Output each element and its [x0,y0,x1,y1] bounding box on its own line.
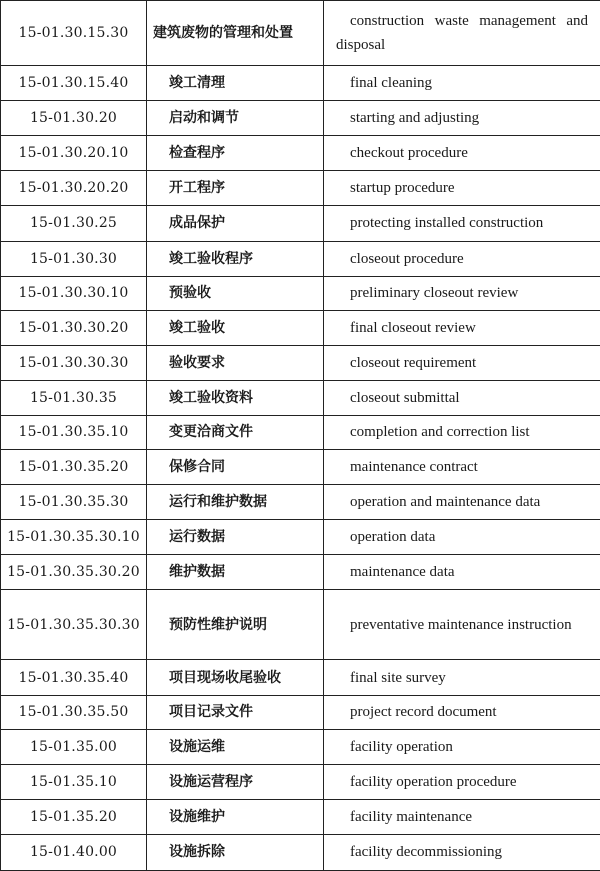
code-cell: 15-01.35.00 [1,729,147,764]
english-term-cell: protecting installed construction [324,206,600,241]
code-cell: 15-01.30.35.40 [1,660,147,695]
english-term-cell: closeout requirement [324,345,600,380]
chinese-term-cell: 设施运营程序 [147,764,324,799]
chinese-term-cell: 竣工验收资料 [147,380,324,415]
chinese-term-cell: 运行数据 [147,520,324,555]
english-term-cell: final closeout review [324,310,600,345]
code-cell: 15-01.30.30 [1,241,147,276]
english-term-cell: maintenance data [324,555,600,590]
english-term-cell: operation data [324,520,600,555]
table-row [1,555,600,590]
table-row [1,415,600,449]
chinese-term-cell: 成品保护 [147,206,324,241]
code-cell: 15-01.30.35.50 [1,695,147,729]
code-cell: 15-01.35.20 [1,799,147,834]
english-term-cell: operation and maintenance data [324,485,600,520]
table-row [1,310,600,345]
code-cell: 15-01.30.30.10 [1,276,147,310]
english-term-cell: completion and correction list [324,415,600,449]
english-term-cell: closeout submittal [324,380,600,415]
table-row [1,834,600,870]
code-cell: 15-01.30.35.20 [1,450,147,485]
chinese-term-cell: 预验收 [147,276,324,310]
table-row [1,695,600,729]
code-cell: 15-01.30.30.30 [1,345,147,380]
chinese-term-cell: 竣工验收程序 [147,241,324,276]
chinese-term-cell: 预防性维护说明 [147,590,324,660]
table-row [1,1,600,66]
table-row [1,380,600,415]
chinese-term-cell: 运行和维护数据 [147,485,324,520]
chinese-term-cell: 开工程序 [147,171,324,206]
english-term-cell: closeout procedure [324,241,600,276]
table-row [1,136,600,171]
chinese-term-cell: 项目记录文件 [147,695,324,729]
table-row [1,799,600,834]
code-cell: 15-01.30.35 [1,380,147,415]
english-term-cell: facility decommissioning [324,834,600,870]
chinese-term-cell: 变更洽商文件 [147,415,324,449]
chinese-term-cell: 启动和调节 [147,101,324,136]
table-row [1,729,600,764]
code-cell: 15-01.40.00 [1,834,147,870]
table-row [1,241,600,276]
table-row [1,764,600,799]
code-cell: 15-01.30.20 [1,101,147,136]
table-row [1,101,600,136]
english-term-cell: maintenance contract [324,450,600,485]
code-cell: 15-01.30.20.10 [1,136,147,171]
english-term-cell: final site survey [324,660,600,695]
table-row [1,206,600,241]
code-cell: 15-01.30.35.30.20 [1,555,147,590]
english-term-cell: preliminary closeout review [324,276,600,310]
table-row [1,276,600,310]
chinese-term-cell: 竣工清理 [147,66,324,101]
code-cell: 15-01.30.35.30.10 [1,520,147,555]
table-row [1,450,600,485]
chinese-term-cell: 竣工验收 [147,310,324,345]
table-row [1,520,600,555]
code-cell: 15-01.30.35.30 [1,485,147,520]
english-term-cell: final cleaning [324,66,600,101]
english-term-cell: preventative maintenance instruction [324,590,600,660]
english-term-cell: project record document [324,695,600,729]
table-row [1,171,600,206]
english-term-cell: construction waste management and disposal [324,1,600,66]
english-term-cell: facility maintenance [324,799,600,834]
english-term-cell: starting and adjusting [324,101,600,136]
code-cell: 15-01.30.15.40 [1,66,147,101]
chinese-term-cell: 设施运维 [147,729,324,764]
table-row [1,660,600,695]
table-row [1,66,600,101]
chinese-term-cell: 检查程序 [147,136,324,171]
chinese-term-cell: 建筑废物的管理和处置 [147,1,324,66]
code-cell: 15-01.30.15.30 [1,1,147,66]
chinese-term-cell: 保修合同 [147,450,324,485]
code-cell: 15-01.30.25 [1,206,147,241]
code-cell: 15-01.30.35.10 [1,415,147,449]
code-cell: 15-01.35.10 [1,764,147,799]
table-row [1,485,600,520]
code-cell: 15-01.30.35.30.30 [1,590,147,660]
chinese-term-cell: 维护数据 [147,555,324,590]
code-cell: 15-01.30.30.20 [1,310,147,345]
english-term-cell: facility operation procedure [324,764,600,799]
chinese-term-cell: 验收要求 [147,345,324,380]
english-term-cell: checkout procedure [324,136,600,171]
chinese-term-cell: 项目现场收尾验收 [147,660,324,695]
table-row [1,345,600,380]
chinese-term-cell: 设施拆除 [147,834,324,870]
english-term-cell: startup procedure [324,171,600,206]
code-cell: 15-01.30.20.20 [1,171,147,206]
english-term-cell: facility operation [324,729,600,764]
chinese-term-cell: 设施维护 [147,799,324,834]
table-row [1,590,600,660]
